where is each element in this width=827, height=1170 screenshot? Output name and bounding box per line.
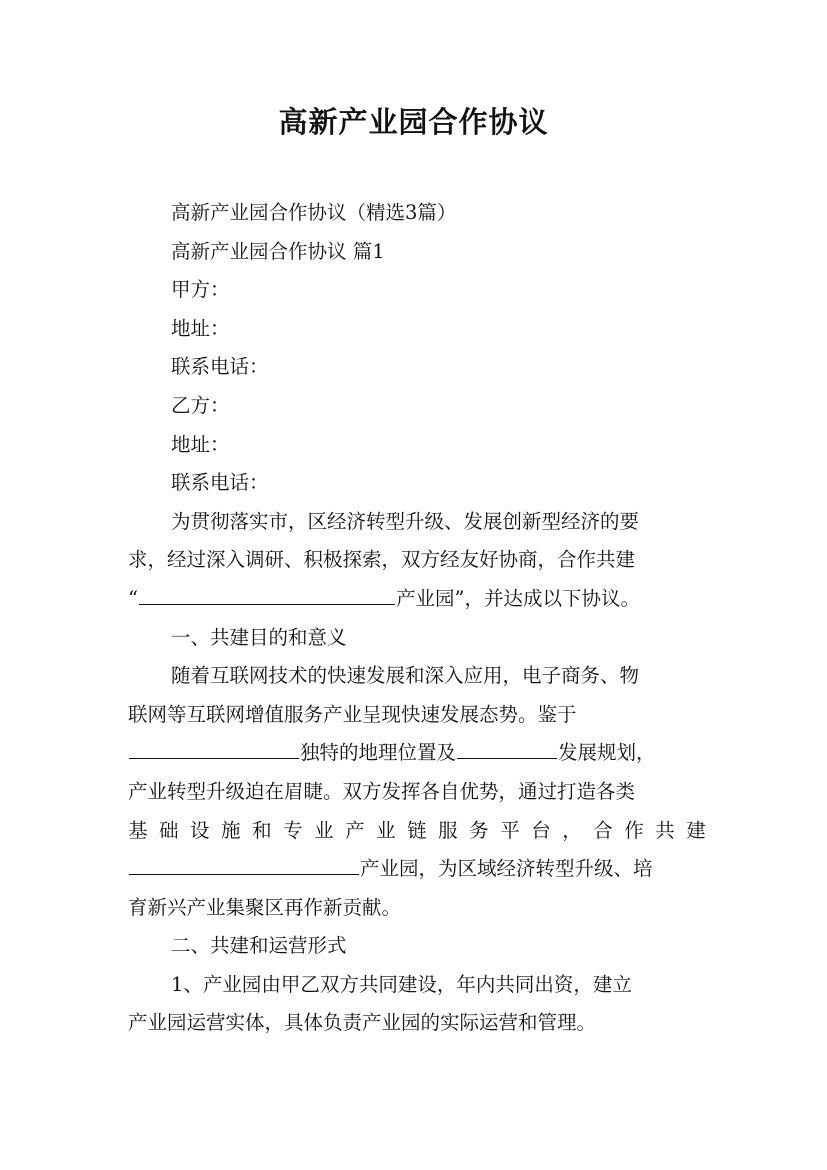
intro-line-3-text: 产业园”，并达成以下协议。 <box>395 586 640 610</box>
party-b-address-label: 地址： <box>171 432 230 456</box>
para2-line-2: 产业园运营实体，具体负责产业园的实际运营和管理。 <box>128 1011 597 1035</box>
char: 平 <box>500 818 520 842</box>
party-b-label: 乙方： <box>171 393 230 417</box>
char: 和 <box>252 818 272 842</box>
char: 设 <box>190 818 210 842</box>
para1-line-6-text: 产业园，为区域经济转型升级、培 <box>360 857 653 881</box>
party-a-label: 甲方： <box>171 278 230 302</box>
para1-line-5 <box>128 812 706 851</box>
char: 专 <box>283 818 303 842</box>
char: 础 <box>159 818 179 842</box>
park-name-blank <box>139 583 395 604</box>
char: 产 <box>345 818 365 842</box>
char: 共 <box>655 818 675 842</box>
char: 链 <box>407 818 427 842</box>
document-subtitle: 高新产业园合作协议（精选3篇） <box>171 201 457 224</box>
para2-line-1: 1、产业园由甲乙双方共同建设，年内共同出资，建立 <box>171 972 632 996</box>
section-heading: 高新产业园合作协议 篇1 <box>171 239 385 263</box>
heading-purpose: 一、共建目的和意义 <box>171 625 347 649</box>
char: 业 <box>314 818 334 842</box>
char: 作 <box>624 818 644 842</box>
char: 施 <box>221 818 241 842</box>
location-blank <box>129 738 299 759</box>
intro-line-1: 为贯彻落实市，区经济转型升级、发展创新型经济的要 <box>171 509 640 533</box>
party-a-address-label: 地址： <box>171 316 230 340</box>
para1-line-7: 育新兴产业集聚区再作新贡献。 <box>128 895 402 919</box>
char: 基 <box>128 818 148 842</box>
char: 台 <box>531 818 551 842</box>
intro-line-3 <box>128 580 706 619</box>
para1-line-3-mid: 独特的地理位置及 <box>300 741 457 765</box>
plan-blank <box>457 738 557 759</box>
para1-line-4: 产业转型升级迫在眉睫。双方发挥各自优势，通过打造各类 <box>128 779 636 803</box>
para1-line-1: 随着互联网技术的快速发展和深入应用，电子商务、物 <box>171 664 640 688</box>
document-body <box>128 194 706 1043</box>
para1-line-2: 联网等互联网增值服务产业呈现快速发展态势。鉴于 <box>128 702 577 726</box>
park-name-blank-2 <box>129 854 359 875</box>
para1-line-3-end: 发展规划， <box>558 741 656 765</box>
char: 业 <box>376 818 396 842</box>
intro-line-2: 求，经过深入调研、积极探索，双方经友好协商，合作共建 <box>128 548 636 572</box>
char: ， <box>562 818 582 842</box>
char: 服 <box>438 818 458 842</box>
para1-line-6 <box>128 850 706 889</box>
char: 合 <box>593 818 613 842</box>
document-title: 高新产业园合作协议 <box>278 105 549 139</box>
heading-operation: 二、共建和运营形式 <box>171 934 347 958</box>
open-quote: “ <box>128 586 138 610</box>
char: 建 <box>686 818 706 842</box>
party-b-phone-label: 联系电话： <box>171 471 269 495</box>
char: 务 <box>469 818 489 842</box>
party-a-phone-label: 联系电话： <box>171 355 269 379</box>
para1-line-3 <box>128 734 706 773</box>
